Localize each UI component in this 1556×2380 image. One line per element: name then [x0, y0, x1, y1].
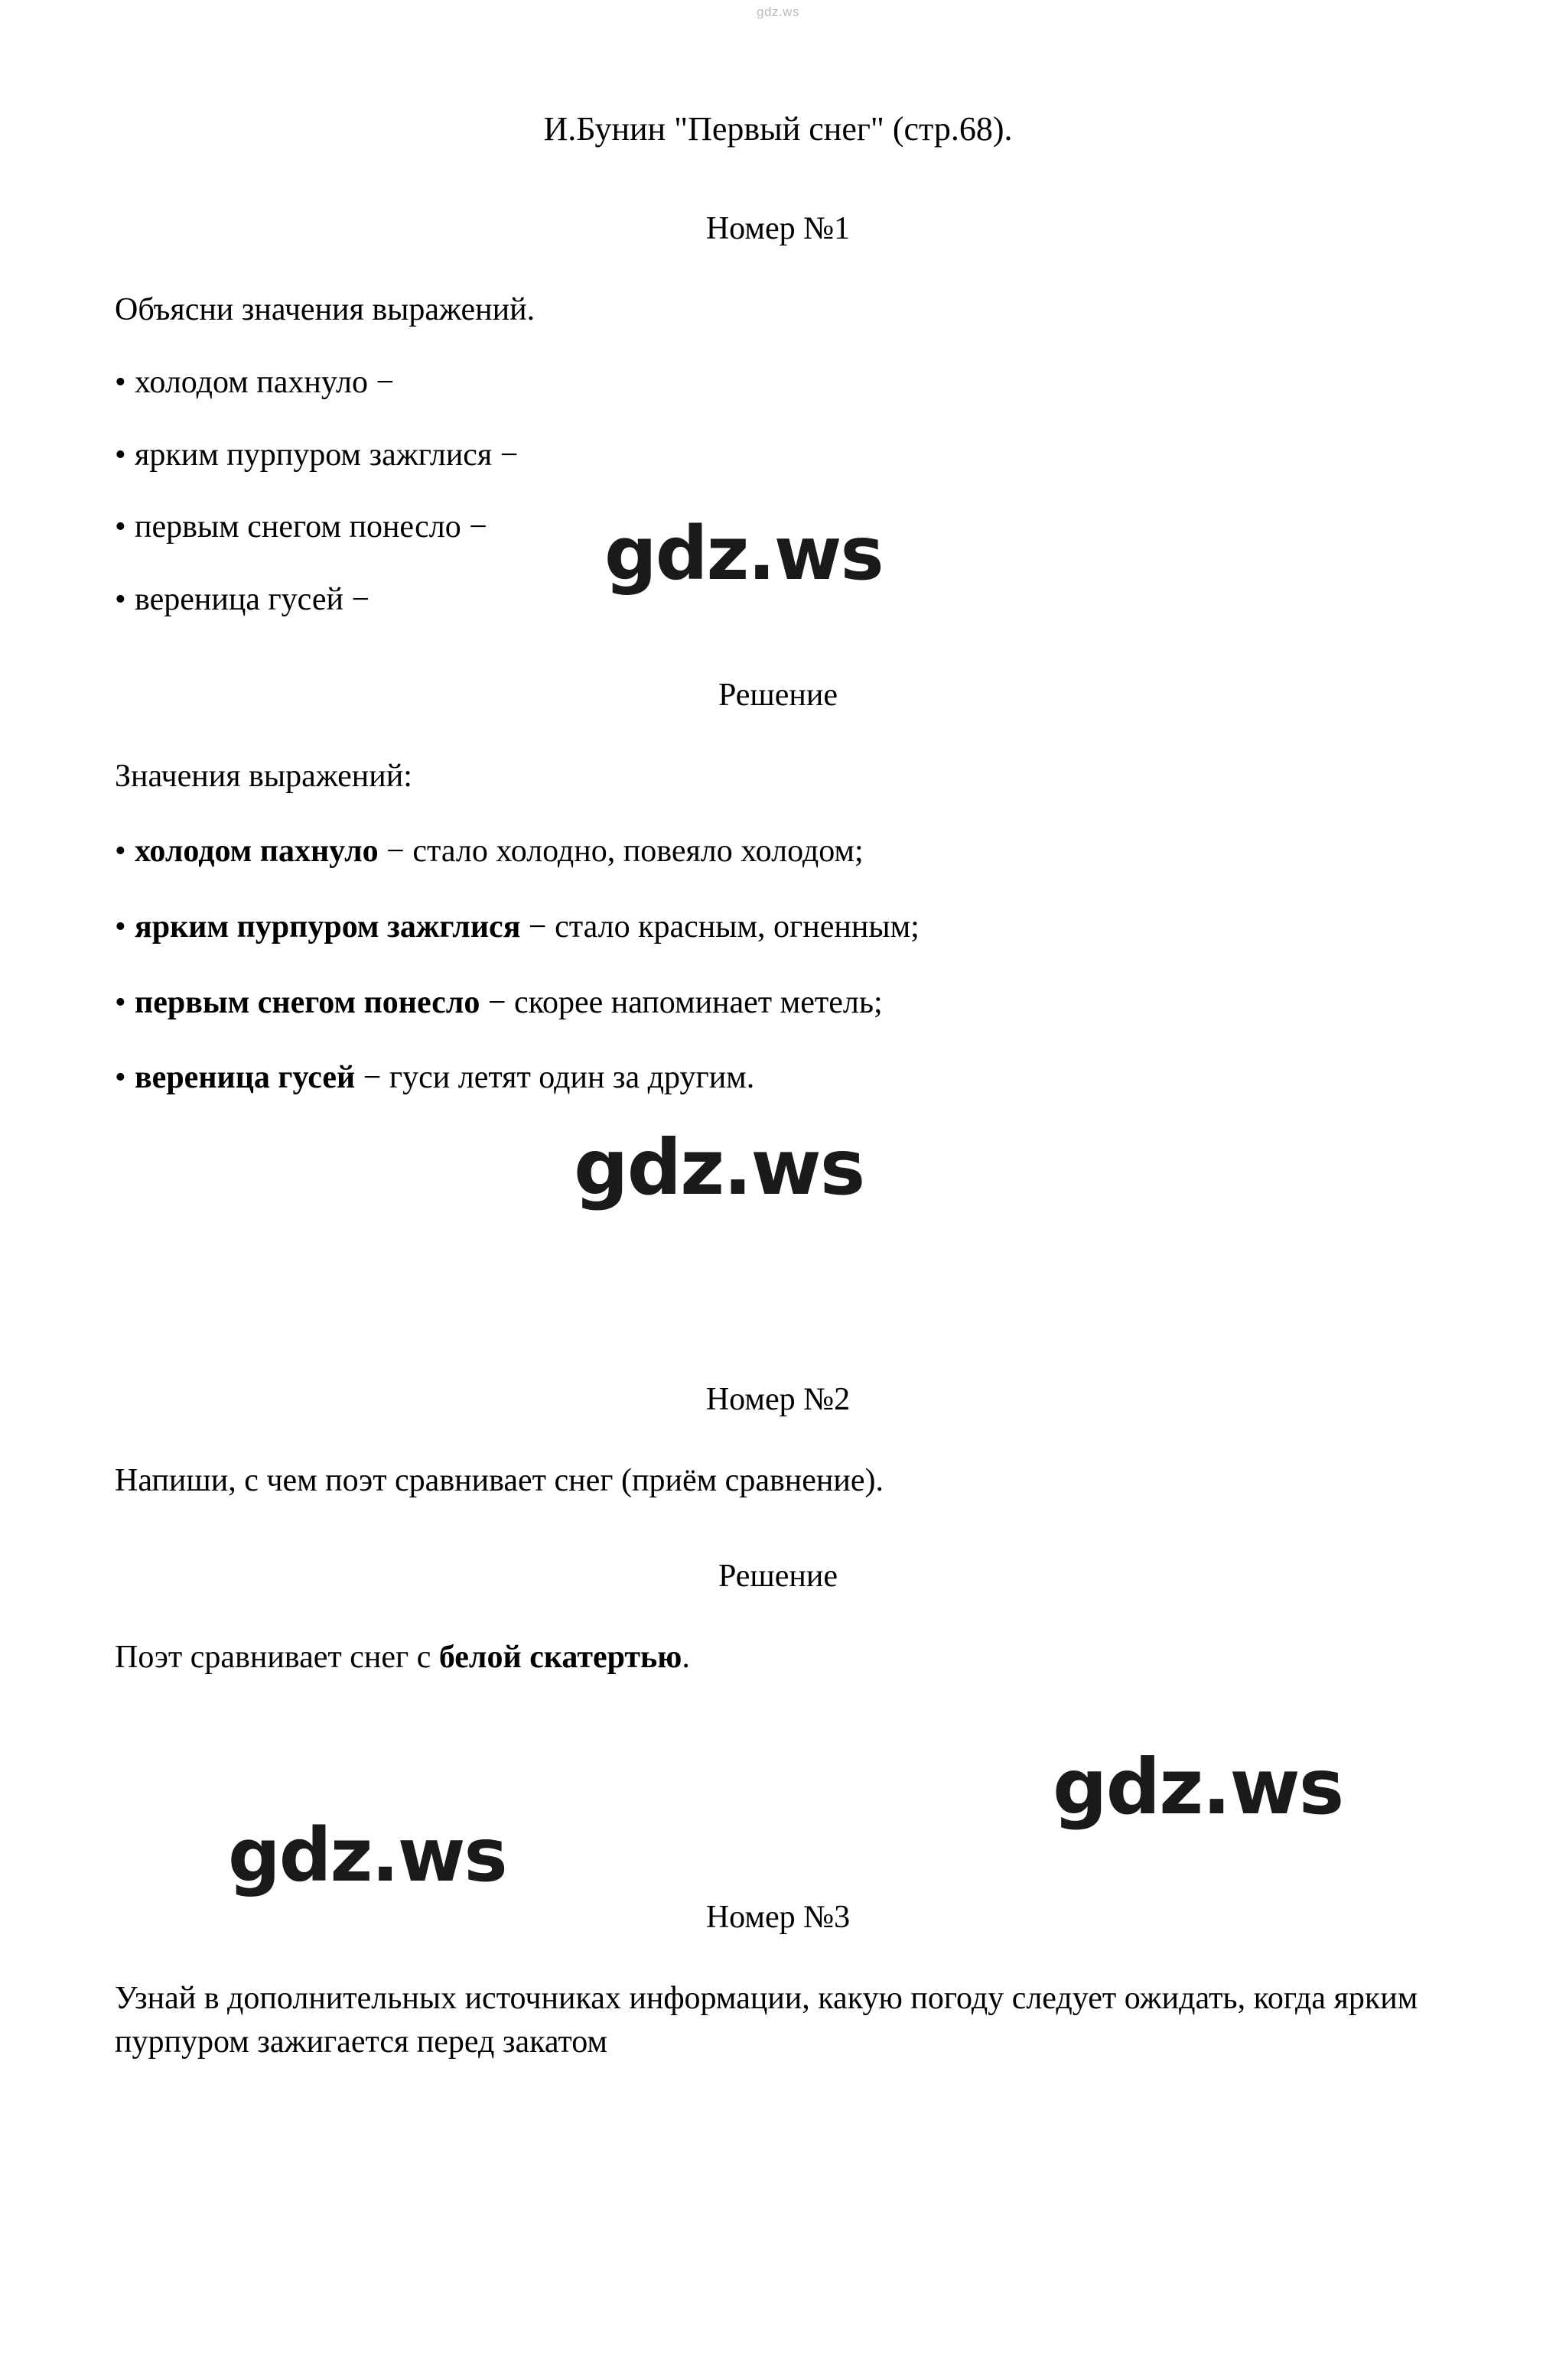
task-2: [115, 1381, 1441, 1679]
answer-text: гуси летят один за другим.: [389, 1060, 755, 1096]
task-2-question: Напиши, с чем поэт сравнивает снег (приём сравнение).: [115, 1463, 884, 1499]
list-item: • холодом пахнуло −: [115, 361, 1441, 405]
watermark: gdz.ws: [574, 1123, 864, 1212]
task-3: [115, 1899, 1441, 2063]
task-2-solution-label: Решение: [718, 1558, 838, 1594]
task-3-number: Номер №3: [705, 1900, 851, 1936]
task-1: [115, 210, 1441, 1100]
task-1-solution-label: Решение: [718, 677, 838, 713]
list-item: [115, 981, 1441, 1025]
answer-term: холодом пахнуло: [135, 834, 379, 870]
task-1-answer-intro: Значения выражений:: [115, 758, 412, 794]
list-item: [115, 830, 1441, 873]
answer-text: стало холодно, повеяло холодом;: [412, 834, 864, 870]
task-3-question: Узнай в дополнительных источниках информации, какую погоду следует ожидать, когда ярким пурпуром зажигается перед закатом: [115, 1981, 1418, 2060]
task-1-question: Объясни значения выражений.: [115, 292, 535, 328]
watermark: gdz.ws: [604, 511, 883, 597]
answer-dash: −: [480, 984, 515, 1020]
answer-term: ярким пурпуром зажглися: [135, 909, 521, 945]
answer-prefix: Поэт сравнивает снег с: [115, 1639, 439, 1675]
list-item: [115, 906, 1441, 949]
answer-dash: −: [520, 909, 555, 945]
page-title: И.Бунин "Первый снег" (стр.68).: [543, 110, 1013, 148]
list-item: [115, 1056, 1441, 1100]
answer-dash: −: [378, 834, 413, 870]
watermark: gdz.ws: [1053, 1742, 1343, 1832]
top-watermark: gdz.ws: [757, 5, 799, 19]
answer-bold: белой скатертью: [438, 1639, 682, 1675]
task-2-number: Номер №2: [705, 1382, 851, 1418]
task-1-number: Номер №1: [705, 211, 851, 247]
list-item: • первым снегом понесло −: [115, 506, 1441, 549]
watermark: gdz.ws: [228, 1813, 506, 1898]
answer-term: первым снегом понесло: [135, 984, 480, 1020]
answer-dash: −: [355, 1060, 389, 1096]
list-item: • вереница гусей −: [115, 578, 1441, 622]
list-item: • ярким пурпуром зажглися −: [115, 434, 1441, 477]
task-2-answer: [115, 1636, 1441, 1679]
answer-text: стало красным, огненным;: [555, 909, 920, 945]
answer-text: скорее напоминает метель;: [514, 984, 883, 1020]
task-1-answer-list: [115, 830, 1441, 1100]
answer-term: вереница гусей: [135, 1060, 356, 1096]
answer-suffix: .: [682, 1639, 690, 1675]
